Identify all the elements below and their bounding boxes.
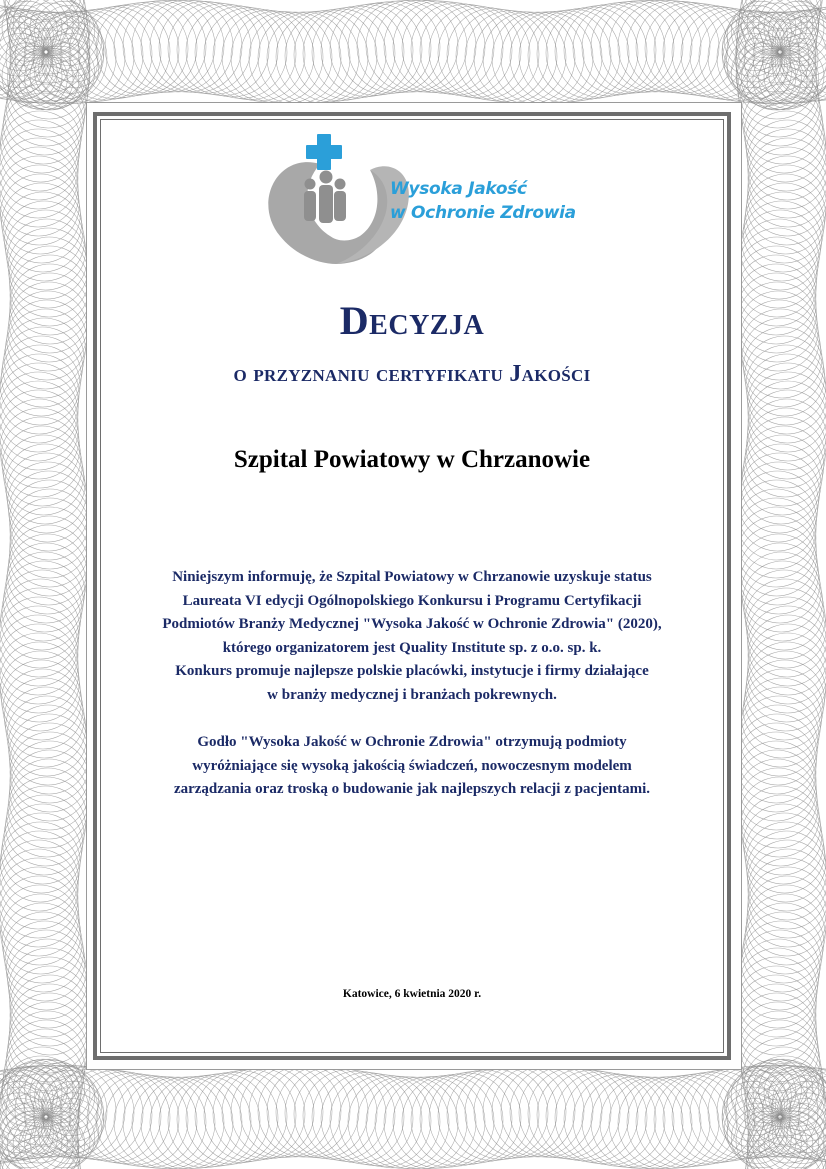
body-paragraph-2 (110, 731, 714, 802)
logo-wordmark (390, 177, 590, 225)
text-line: Laureata VI edycji Ogólnopolskiego Konkursu i Programu Certyfikacji (182, 592, 642, 609)
text-line: w branży medycznej i branżach pokrewnych. (267, 686, 557, 703)
text-line: Niniejszym informuję, że Szpital Powiatowy w Chrzanowie uzyskuje status (172, 569, 652, 585)
text-line: Podmiotów Branży Medycznej "Wysoka Jakość w Ochronie Zdrowia" (2020), (162, 616, 662, 632)
body-paragraph-1 (110, 566, 714, 707)
place-and-date: Katowice, 6 kwietnia 2020 r. (342, 988, 482, 1000)
document-title: Decyzja (339, 298, 485, 343)
recipient-name: Szpital Powiatowy w Chrzanowie (233, 446, 591, 473)
document-subtitle: o przyznaniu certyfikatu Jakości (233, 361, 591, 387)
logo-text-line1: Wysoka Jakość (390, 179, 527, 199)
text-line: wyróżniające się wysoką jakością świadczeń, nowoczesnym modelem (192, 757, 632, 774)
text-line: Konkurs promuje najlepsze polskie placówki, instytucje i firmy działające (175, 663, 649, 679)
text-line: którego organizatorem jest Quality Institute sp. z o.o. sp. k. (222, 639, 602, 656)
text-line: zarządzania oraz troską o budowanie jak najlepszych relacji z pacjentami. (173, 781, 651, 797)
text-line: Godło "Wysoka Jakość w Ochronie Zdrowia" otrzymują podmioty (197, 734, 627, 750)
logo-text-line2: w Ochronie Zdrowia (390, 203, 576, 223)
